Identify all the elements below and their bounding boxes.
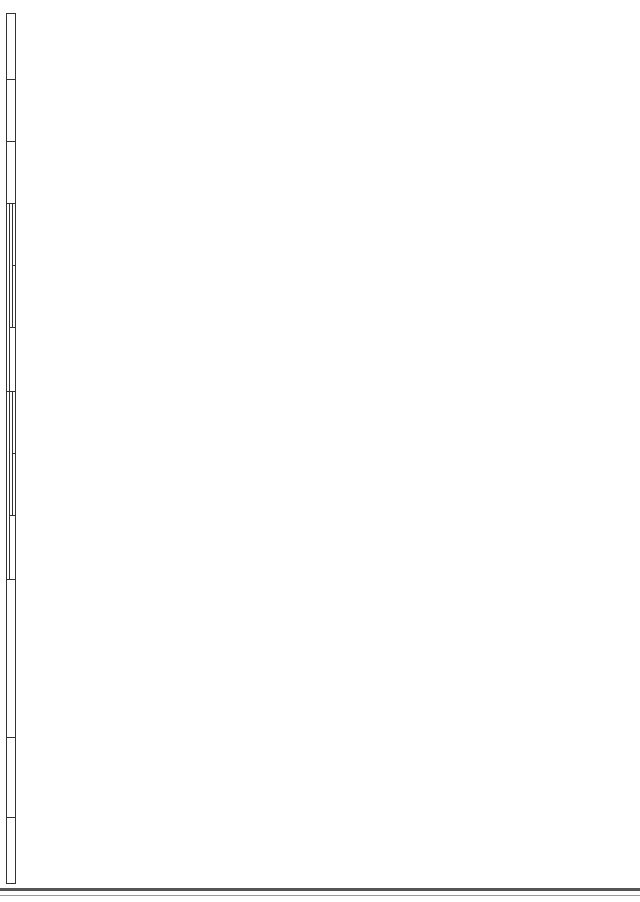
header-2016-federal (13, 454, 16, 516)
header-2017-total (10, 327, 16, 391)
header-2017-federal (13, 265, 16, 327)
scan-edge-line-thin (0, 895, 640, 896)
scan-edge-line (0, 888, 640, 891)
budget-table (6, 13, 16, 884)
header-2016-total (10, 516, 16, 580)
header-program-name (7, 738, 16, 818)
header-2017-regional (13, 203, 16, 265)
header-2019 (7, 79, 16, 141)
header-2016-regional (13, 391, 16, 453)
header-2020 (7, 13, 16, 79)
header-2018 (7, 141, 16, 203)
header-executor (7, 580, 16, 738)
header-status (7, 818, 16, 884)
